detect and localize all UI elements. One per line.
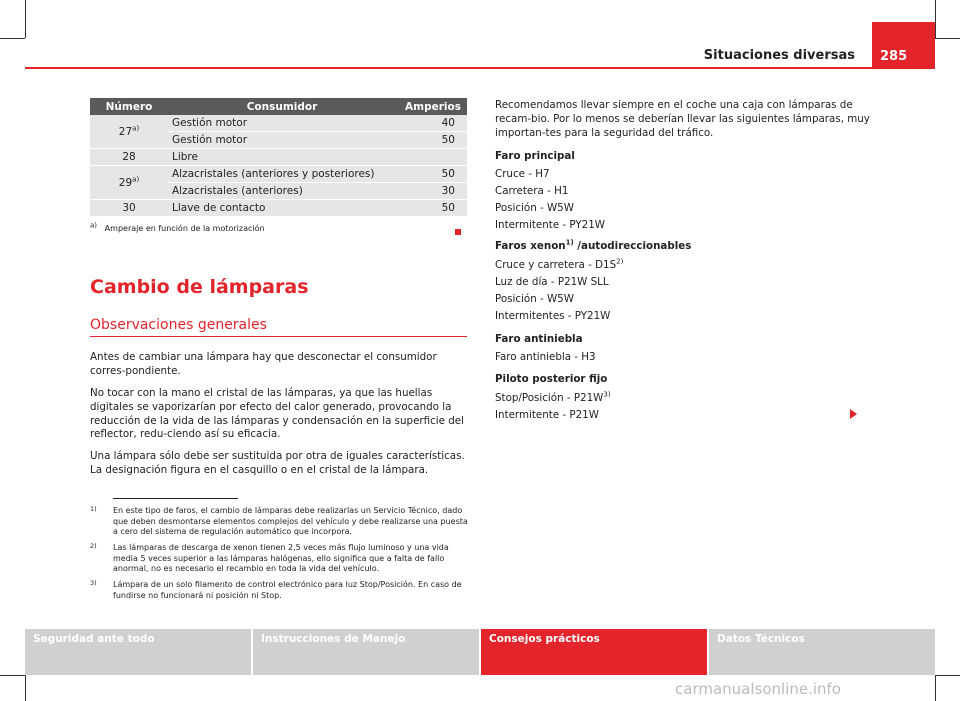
column-header-amperios: Amperios xyxy=(396,98,467,115)
crop-mark xyxy=(0,675,25,676)
chapter-tabs xyxy=(25,629,935,675)
amps-cell: 50 xyxy=(396,132,467,149)
crop-mark xyxy=(0,38,25,39)
crop-mark xyxy=(25,0,26,38)
consumer-cell: Alzacristales (anteriores y posteriores) xyxy=(168,166,396,183)
lamp-line: Faro antiniebla - H3 xyxy=(495,351,596,363)
page-number: 285 xyxy=(880,49,908,64)
consumer-cell: Gestión motor xyxy=(168,132,396,149)
consumer-cell: Libre xyxy=(168,149,396,166)
section-subheading: Observaciones generales xyxy=(90,317,267,333)
table-row xyxy=(90,115,467,132)
amps-cell: 50 xyxy=(396,166,467,183)
fuse-number-cell: 27$^{a)}$ xyxy=(90,115,168,149)
lamp-line: Cruce - H7 xyxy=(495,168,550,180)
fuse-number-cell: 28 xyxy=(90,149,168,166)
column-header-numero: Número xyxy=(90,98,168,115)
group-title-faros-xenon: Faros xenon$^{1)}$ /autodireccionables xyxy=(495,238,692,252)
crop-mark xyxy=(935,675,960,676)
lamp-line: Stop/Posición - $P21W^{3)}$ xyxy=(495,390,611,404)
section-heading: Cambio de lámparas xyxy=(90,276,309,298)
intro-paragraph: Recomendamos llevar siempre en el coche una caja con lámparas de recam-bio. Por lo menos se deberían llevar las siguientes lámparas, muy importan-tes para la seguridad del tráfico. xyxy=(495,99,870,139)
crop-mark xyxy=(935,38,960,39)
crop-mark xyxy=(935,0,936,38)
lamp-line: Posición - W5W xyxy=(495,202,574,214)
tab-instrucciones[interactable]: Instrucciones de Manejo xyxy=(253,629,479,675)
page-section-title: Situaciones diversas xyxy=(703,48,855,63)
paragraph: No tocar con la mano el cristal de las lámparas, ya que las huellas digitales se vaporizarían por efecto del calor generado, provocando la reducción de la vida de las lámparas y condensación en la superficie del reflector, redu-ciendo así su eficacia. xyxy=(90,387,464,441)
table-footnote: $^{a)}$ Amperaje en función de la motorización xyxy=(90,221,265,233)
column-header-consumidor: Consumidor xyxy=(168,98,396,115)
amps-cell: 50 xyxy=(396,200,467,217)
crop-mark xyxy=(25,675,26,701)
group-title-faro-principal: Faro principal xyxy=(495,150,575,162)
group-title-piloto: Piloto posterior fijo xyxy=(495,373,608,385)
lamp-line: Posición - W5W xyxy=(495,293,574,305)
consumer-cell: Llave de contacto xyxy=(168,200,396,217)
tab-consejos[interactable]: Consejos prácticos xyxy=(481,629,707,675)
footnote: 1) En este tipo de faros, el cambio de lámparas debe realizarlas un Servicio Técnico, dado que deben desmontarse elementos complejos del vehículo y debe realizarse una puesta a cero del sistema de regulación automático que incorpora. xyxy=(90,505,468,536)
footnote: 2) Las lámparas de descarga de xenon tienen 2,5 veces más flujo luminoso y una vida media 5 veces superior a las lámparas halógenas, ello significa que a falta de fallo anormal, no es necesario el recambio en toda la vida del vehículo. xyxy=(90,542,449,573)
lamp-line: Intermitentes - PY21W xyxy=(495,310,611,322)
lamp-line: Cruce y carretera - $D1S^{2)}$ xyxy=(495,257,624,271)
lamp-line: Intermitente - PY21W xyxy=(495,219,605,231)
fuse-table xyxy=(90,98,467,217)
footnote-rule xyxy=(113,498,238,499)
table-row xyxy=(90,200,467,217)
consumer-cell: Gestión motor xyxy=(168,115,396,132)
watermark: carmanualsonline.info xyxy=(675,680,841,698)
tab-seguridad[interactable]: Seguridad ante todo xyxy=(25,629,251,675)
amps-cell: 40 xyxy=(396,115,467,132)
header-rule xyxy=(25,67,935,69)
continue-arrow-icon xyxy=(850,409,857,419)
tab-datos[interactable]: Datos Técnicos xyxy=(709,629,935,675)
subheading-rule xyxy=(90,336,467,337)
fuse-number-cell: 30 xyxy=(90,200,168,217)
amps-cell: 30 xyxy=(396,183,467,200)
paragraph: Antes de cambiar una lámpara hay que desconectar el consumidor corres-pondiente. xyxy=(90,351,437,377)
lamp-line: Intermitente - P21W xyxy=(495,409,599,421)
lamp-line: Carretera - H1 xyxy=(495,185,569,197)
consumer-cell: Alzacristales (anteriores) xyxy=(168,183,396,200)
group-title-faro-antiniebla: Faro antiniebla xyxy=(495,333,583,345)
fuse-number-cell: 29$^{a)}$ xyxy=(90,166,168,200)
table-row xyxy=(90,166,467,183)
crop-mark xyxy=(935,675,936,701)
end-of-section-marker xyxy=(455,229,461,235)
footnote: 3) Lámpara de un solo filamento de control electrónico para luz Stop/Posición. En caso de fundirse no funcionará ni posición ni Stop. xyxy=(90,579,462,600)
paragraph: Una lámpara sólo debe ser sustituida por otra de iguales características. La designación figura en el casquillo o en el cristal de la lámpara. xyxy=(90,450,465,476)
table-row xyxy=(90,149,467,166)
lamp-line: Luz de día - P21W SLL xyxy=(495,276,609,288)
amps-cell xyxy=(396,149,467,166)
